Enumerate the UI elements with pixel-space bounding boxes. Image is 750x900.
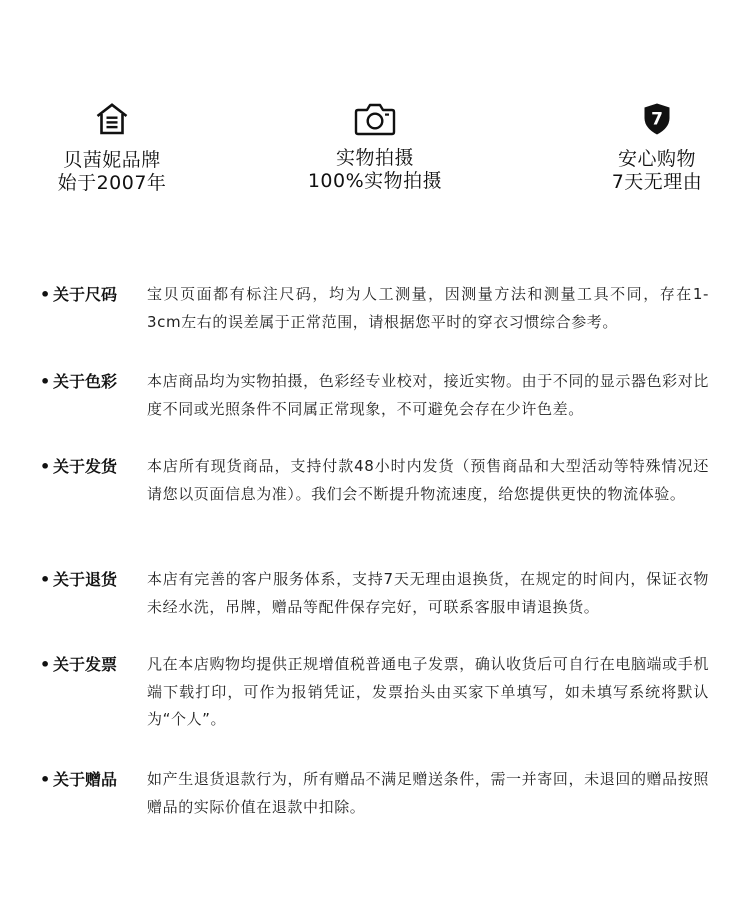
feature-brand [2,102,222,195]
camera-icon [265,102,485,138]
info-text-size: 宝贝页面都有标注尺码，均为人工测量，因测量方法和测量工具不同，存在1-3cm左右的误差属于正常范围，请根据您平时的穿衣习惯综合参考。 [147,285,709,331]
info-text-gifts: 如产生退货退款行为，所有赠品不满足赠送条件，需一并寄回，未退回的赠品按照赠品的实际价值在退款中扣除。 [147,770,709,816]
feature-photo [265,102,485,193]
info-text-color: 本店商品均为实物拍摄，色彩经专业校对，接近实物。由于不同的显示器色彩对比度不同或光照条件不同属正常现象，不可避免会存在少许色差。 [147,372,709,418]
feature-brand-subtitle: 始于2007年 [57,172,167,194]
info-text-returns: 本店有完善的客户服务体系，支持7天无理由退换货，在规定的时间内，保证衣物未经水洗，吊牌，赠品等配件保存完好，可联系客服申请退换货。 [147,570,709,616]
feature-guarantee-title: 安心购物 [617,148,696,170]
info-label-shipping: 关于发货 [53,457,118,476]
store-icon [2,102,222,138]
feature-row [0,102,750,202]
feature-guarantee-subtitle: 7天无理由 [611,171,703,193]
shield-number: 7 [651,109,663,130]
bullet: • [40,770,51,789]
info-text-shipping: 本店所有现货商品，支持付款48小时内发货（预售商品和大型活动等特殊情况还请您以页面信息为准）。我们会不断提升物流速度，给您提供更快的物流体验。 [147,457,709,503]
bullet: • [40,372,51,391]
shield-7-icon [547,102,750,138]
feature-brand-title: 贝茜妮品牌 [63,149,161,171]
bullet: • [40,570,51,589]
bullet: • [40,655,51,674]
info-label-size: 关于尺码 [53,285,118,304]
bullet: • [40,285,51,304]
info-text-invoice: 凡在本店购物均提供正规增值税普通电子发票，确认收货后可自行在电脑端或手机端下载打印，可作为报销凭证，发票抬头由买家下单填写，如未填写系统将默认为“个人”。 [147,655,709,728]
feature-photo-subtitle: 100%实物拍摄 [307,170,443,192]
info-label-color: 关于色彩 [53,372,118,391]
info-label-gifts: 关于赠品 [53,770,118,789]
bullet: • [40,457,51,476]
info-label-returns: 关于退货 [53,570,118,589]
feature-guarantee [547,102,750,194]
info-label-invoice: 关于发票 [53,655,118,674]
feature-photo-title: 实物拍摄 [335,147,414,169]
